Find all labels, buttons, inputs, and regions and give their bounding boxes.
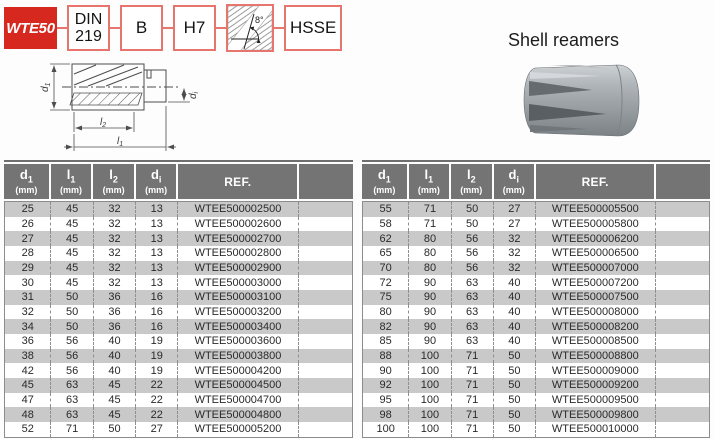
cell-l1: 45 [51,217,93,232]
cell-ref: WTEE500003000 [178,275,298,290]
cell-l1: 100 [409,378,451,393]
cell-di: 19 [136,363,178,378]
cell-ref: WTEE500009200 [536,378,656,393]
cell-blank [656,334,709,349]
table-row [5,217,352,232]
technical-drawing [38,56,253,158]
spec-table-left [4,160,353,438]
cell-ref: WTEE500002700 [178,231,298,246]
table-topline [4,160,353,162]
cell-blank [299,275,352,290]
cell-blank [656,393,709,408]
cell-ref: WTEE500006500 [536,246,656,261]
cell-ref: WTEE500003200 [178,305,298,320]
cell-d1: 75 [363,290,409,305]
cell-blank [299,202,352,217]
cell-l2: 32 [94,231,136,246]
dim-label-d1: $d_1$ [40,82,52,92]
cell-d1: 27 [5,231,51,246]
cell-d1: 52 [5,422,51,437]
connector-line [163,27,173,29]
cell-blank [656,290,709,305]
cell-l1: 63 [51,393,93,408]
cell-d1: 95 [363,393,409,408]
cell-di: 40 [494,305,536,320]
cell-blank [299,407,352,422]
cell-d1: 55 [363,202,409,217]
cell-l2: 63 [452,334,494,349]
cell-d1: 100 [363,422,409,437]
cell-d1: 47 [5,393,51,408]
cell-di: 50 [494,422,536,437]
cell-l1: 71 [51,422,93,437]
cell-di: 13 [136,275,178,290]
cell-l1: 71 [409,217,451,232]
table-row [5,202,352,217]
cell-ref: WTEE500007000 [536,261,656,276]
product-photo [520,63,646,141]
cell-l2: 56 [452,231,494,246]
table-row [363,275,709,290]
cell-d1: 26 [5,217,51,232]
cell-blank [656,217,709,232]
cell-d1: 25 [5,202,51,217]
cell-l1: 100 [409,363,451,378]
cell-d1: 31 [5,290,51,305]
cell-di: 40 [494,275,536,290]
section-hatch [70,93,142,105]
column-header-ref: REF. [178,164,299,199]
cell-d1: 72 [363,275,409,290]
cell-l2: 45 [94,407,136,422]
cell-blank [656,422,709,437]
table-row [363,422,709,437]
column-header-di: $d_i$ (mm) [494,164,536,199]
cell-blank [299,393,352,408]
cell-blank [656,319,709,334]
cell-l1: 56 [51,334,93,349]
cell-ref: WTEE500008500 [536,334,656,349]
cell-l1: 63 [51,407,93,422]
cell-di: 40 [494,319,536,334]
cell-di: 50 [494,378,536,393]
cell-ref: WTEE500005500 [536,202,656,217]
cell-ref: WTEE500006200 [536,231,656,246]
cell-d1: 48 [5,407,51,422]
cell-ref: WTEE500002800 [178,246,298,261]
cell-ref: WTEE500004700 [178,393,298,408]
cell-l2: 32 [94,246,136,261]
column-header-di: $d_i$ (mm) [136,164,179,199]
helix-angle-badge [226,4,274,52]
cell-l1: 90 [409,275,451,290]
column-header-ref: REF. [536,164,656,199]
cell-d1: 34 [5,319,51,334]
column-header-d1: $d_1$ (mm) [4,164,51,199]
cell-ref: WTEE500003100 [178,290,298,305]
cell-l2: 36 [94,290,136,305]
cell-blank [299,231,352,246]
table-row [5,422,352,437]
column-header-l1: $l_1$ (mm) [51,164,94,199]
cell-ref: WTEE500002600 [178,217,298,232]
table-row [5,261,352,276]
column-header-l2: $l_2$ (mm) [93,164,136,199]
table-row [363,349,709,364]
cell-l2: 56 [452,246,494,261]
cell-d1: 88 [363,349,409,364]
cell-di: 32 [494,231,536,246]
cell-l1: 45 [51,246,93,261]
cell-l2: 63 [452,275,494,290]
cell-blank [299,319,352,334]
cell-d1: 28 [5,246,51,261]
cell-ref: WTEE500002900 [178,261,298,276]
cell-di: 50 [494,393,536,408]
table-body [362,201,710,438]
cell-blank [299,334,352,349]
din-standard-line2: 219 [75,28,102,45]
cell-blank [656,202,709,217]
cell-di: 50 [494,407,536,422]
cell-di: 32 [494,261,536,276]
table-row [5,334,352,349]
cell-blank [656,378,709,393]
cell-d1: 36 [5,334,51,349]
table-topline [362,160,710,162]
cell-l2: 32 [94,261,136,276]
cell-ref: WTEE500009800 [536,407,656,422]
product-header [4,4,342,52]
page-title: Shell reamers [508,30,620,50]
cell-l2: 40 [94,363,136,378]
cell-l1: 100 [409,407,451,422]
table-row [363,407,709,422]
cell-d1: 92 [363,378,409,393]
cell-ref: WTEE500008000 [536,305,656,320]
cell-ref: WTEE500009000 [536,363,656,378]
cell-ref: WTEE500003800 [178,349,298,364]
cell-di: 16 [136,305,178,320]
cell-l2: 71 [452,363,494,378]
table-row [363,246,709,261]
cell-l1: 100 [409,393,451,408]
table-row [5,319,352,334]
cell-l1: 50 [51,305,93,320]
din-standard-badge [67,5,110,51]
column-header-l1: $l_1$ (mm) [409,164,451,199]
table-row [5,246,352,261]
cell-l1: 90 [409,290,451,305]
material-badge: HSSE [284,5,342,51]
dim-label-l1: $l_1$ [117,136,124,148]
cell-l2: 71 [452,349,494,364]
cell-l2: 32 [94,217,136,232]
helix-angle-icon [228,6,272,50]
cell-l2: 71 [452,393,494,408]
cell-di: 19 [136,334,178,349]
cell-di: 27 [136,422,178,437]
cell-l2: 45 [94,378,136,393]
table-row [363,319,709,334]
table-row [5,407,352,422]
cell-l1: 63 [51,378,93,393]
cell-d1: 85 [363,334,409,349]
column-header-blank [656,164,710,199]
cell-ref: WTEE500003400 [178,319,298,334]
cell-l2: 71 [452,378,494,393]
cell-di: 22 [136,378,178,393]
table-header [4,164,353,199]
cell-l1: 90 [409,305,451,320]
cell-ref: WTEE500004200 [178,363,298,378]
cell-d1: 32 [5,305,51,320]
cell-l2: 36 [94,319,136,334]
dim-label-di: $d_i$ [188,91,200,99]
cell-l2: 40 [94,334,136,349]
cell-d1: 70 [363,261,409,276]
cell-di: 22 [136,393,178,408]
cell-d1: 80 [363,305,409,320]
column-header-blank [299,164,353,199]
cell-l1: 80 [409,261,451,276]
cell-ref: WTEE500007200 [536,275,656,290]
cell-di: 50 [494,349,536,364]
cell-d1: 98 [363,407,409,422]
table-row [363,290,709,305]
table-row [5,393,352,408]
table-row [363,334,709,349]
table-row [363,261,709,276]
cell-l1: 100 [409,422,451,437]
cell-ref: WTEE500004800 [178,407,298,422]
table-row [5,305,352,320]
cell-d1: 65 [363,246,409,261]
cell-l2: 56 [452,261,494,276]
cell-blank [299,349,352,364]
cell-l2: 50 [452,202,494,217]
product-code-badge: WTE50 [4,7,57,49]
spec-table-right [362,160,710,438]
table-row [5,290,352,305]
cell-blank [299,363,352,378]
cell-d1: 82 [363,319,409,334]
cell-l2: 45 [94,393,136,408]
table-row [363,393,709,408]
cell-blank [299,422,352,437]
cell-l1: 80 [409,246,451,261]
cell-l1: 56 [51,363,93,378]
dim-label-l2: $l_2$ [100,117,107,129]
cell-ref: WTEE500010000 [536,422,656,437]
cell-l2: 50 [452,217,494,232]
cell-di: 19 [136,349,178,364]
cell-d1: 29 [5,261,51,276]
cell-ref: WTEE500008800 [536,349,656,364]
cell-blank [299,290,352,305]
cell-l1: 45 [51,261,93,276]
connector-line [110,27,120,29]
reamer-outline [62,64,180,110]
connector-line [57,27,67,29]
cell-ref: WTEE500005200 [178,422,298,437]
cell-l2: 32 [94,275,136,290]
cell-l1: 56 [51,349,93,364]
cell-l2: 71 [452,407,494,422]
cell-di: 22 [136,407,178,422]
cell-d1: 30 [5,275,51,290]
cell-di: 13 [136,217,178,232]
cell-d1: 38 [5,349,51,364]
cell-l1: 71 [409,202,451,217]
cell-blank [656,246,709,261]
cell-di: 16 [136,290,178,305]
cell-blank [299,217,352,232]
table-row [363,305,709,320]
dimension-lines [50,64,190,151]
cell-ref: WTEE500003600 [178,334,298,349]
cell-l2: 63 [452,305,494,320]
cell-l1: 45 [51,275,93,290]
table-row [5,349,352,364]
cell-ref: WTEE500007500 [536,290,656,305]
cell-l1: 45 [51,231,93,246]
cell-di: 27 [494,202,536,217]
cell-l1: 50 [51,319,93,334]
cell-blank [656,363,709,378]
table-row [363,217,709,232]
cell-blank [299,378,352,393]
cell-blank [299,246,352,261]
cell-ref: WTEE500005800 [536,217,656,232]
cell-l2: 63 [452,319,494,334]
table-row [363,378,709,393]
cell-blank [656,275,709,290]
column-header-l2: $l_2$ (mm) [451,164,493,199]
cell-l1: 80 [409,231,451,246]
cell-d1: 42 [5,363,51,378]
cell-d1: 62 [363,231,409,246]
table-row [363,231,709,246]
table-row [5,275,352,290]
tolerance-badge: H7 [173,5,216,51]
shank-type-badge: B [120,5,163,51]
cell-di: 27 [494,217,536,232]
cell-blank [299,261,352,276]
cell-blank [656,305,709,320]
cell-di: 40 [494,334,536,349]
cell-l1: 45 [51,202,93,217]
cell-d1: 90 [363,363,409,378]
helix-angle-value: 8° [255,15,264,25]
cell-ref: WTEE500004500 [178,378,298,393]
cell-l1: 90 [409,334,451,349]
connector-line [216,27,226,29]
cell-l1: 100 [409,349,451,364]
cell-d1: 58 [363,217,409,232]
cell-blank [656,407,709,422]
cell-di: 13 [136,231,178,246]
cell-di: 40 [494,290,536,305]
cell-d1: 45 [5,378,51,393]
table-row [5,378,352,393]
cell-l2: 40 [94,349,136,364]
cell-blank [656,349,709,364]
table-row [363,202,709,217]
cell-l2: 36 [94,305,136,320]
cell-ref: WTEE500002500 [178,202,298,217]
cell-l2: 50 [94,422,136,437]
column-header-d1: $d_1$ (mm) [362,164,409,199]
cell-blank [299,305,352,320]
cell-di: 13 [136,246,178,261]
cell-ref: WTEE500008200 [536,319,656,334]
cell-di: 13 [136,261,178,276]
connector-line [274,27,284,29]
cell-l1: 50 [51,290,93,305]
cell-blank [656,261,709,276]
cell-ref: WTEE500009500 [536,393,656,408]
table-row [363,363,709,378]
cell-blank [656,231,709,246]
cell-di: 32 [494,246,536,261]
cell-l1: 90 [409,319,451,334]
table-row [5,231,352,246]
cell-l2: 32 [94,202,136,217]
cell-l2: 63 [452,290,494,305]
cell-di: 16 [136,319,178,334]
table-row [5,363,352,378]
table-body [4,201,353,438]
cell-l2: 71 [452,422,494,437]
table-header [362,164,710,199]
cell-di: 50 [494,363,536,378]
din-standard-line1: DIN [74,10,103,28]
cell-di: 13 [136,202,178,217]
